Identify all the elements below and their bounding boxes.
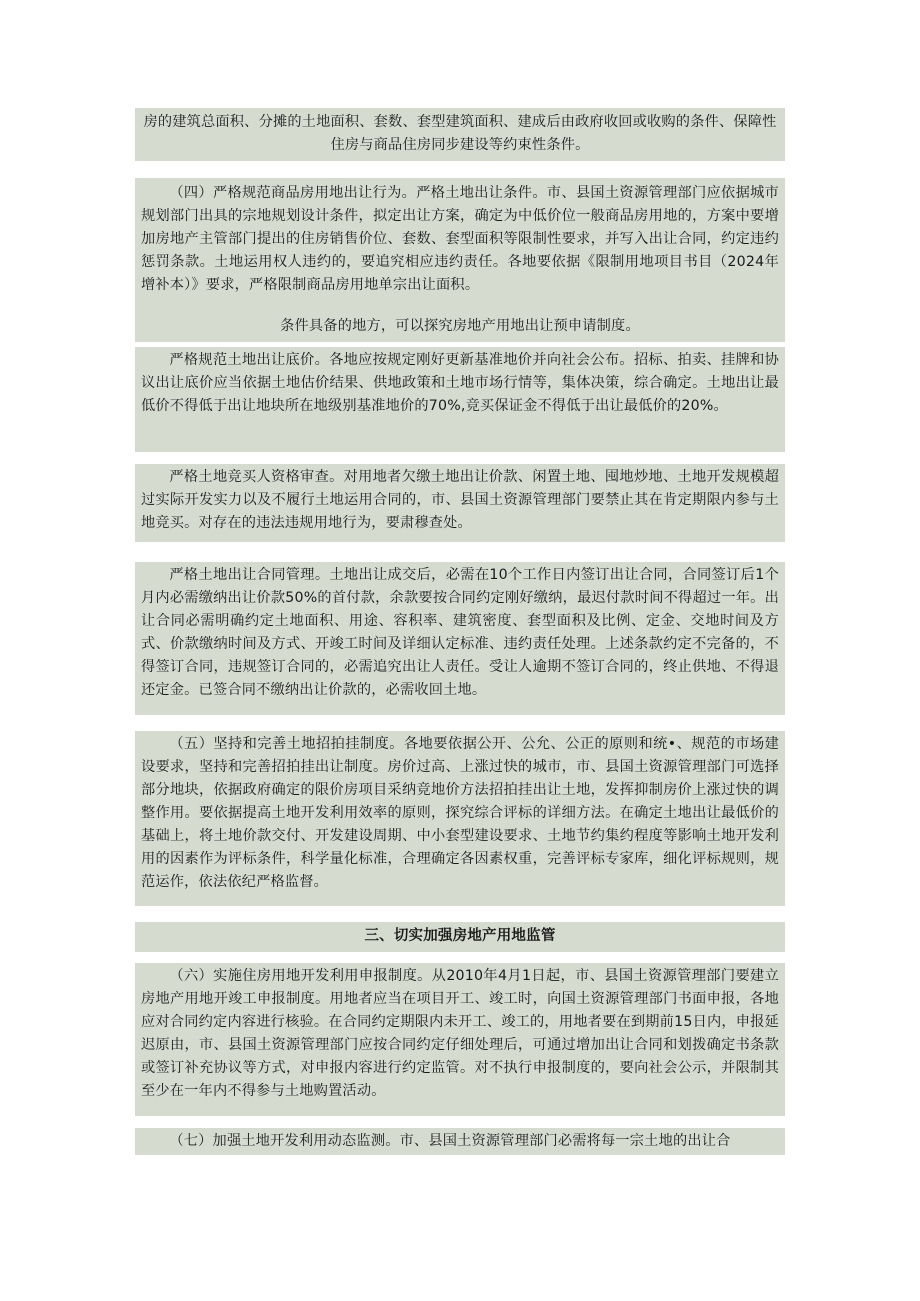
section-five-paragraph: （五）坚持和完善土地招拍挂制度。各地要依据公开、公允、公正的原则和统•、规范的市场建设要求，坚持和完善招拍挂出让制度。房价过高、上涨过快的城市，市、县国土资源管理部门可选择部分地块，依据政府确定的限价房项目采纳竞地价方法招拍挂出让土地，发挥抑制房价上涨过快的调整作用。要依据提高土地开发利用效率的原则，探究综合评标的详细方法。在确定土地出让最低价的基础上，将土地价款交付、开发建设周期、中小套型建设要求、土地节约集约程度等影响土地开发利用的因素作为评标条件，科学量化标准，合理确定各因素权重，完善评标专家库，细化评标规则，规范运作，依法依纪严格监督。: [141, 736, 779, 890]
paragraph-block-3: [135, 312, 785, 342]
paragraph-block-6: [135, 562, 785, 715]
paragraph-continuation: 房的建筑总面积、分摊的土地面积、套数、套型建筑面积、建成后由政府收回或收购的条件、保障性住房与商品住房同步建设等约束性条件。: [143, 114, 777, 153]
paragraph-block-4: [135, 347, 785, 452]
section-three-heading: 三、切实加强房地产用地监管: [364, 928, 556, 944]
paragraph-block-9: [135, 1128, 785, 1155]
pre-application-paragraph: 条件具备的地方，可以探究房地产用地出让预申请制度。: [280, 318, 640, 334]
section-four-paragraph: （四）严格规范商品房用地出让行为。严格土地出让条件。市、县国土资源管理部门应依据城市规划部门出具的宗地规划设计条件，拟定出让方案，确定为中低价位一般商品房用地的，方案中要增加房地产主管部门提出的住房销售价位、套数、套型面积等限制性要求，并写入出让合同，约定违约惩罚条款。土地运用权人违约的，要追究相应违约责任。各地要依据《限制用地项目书目（2024年增补本）》要求，严格限制商品房用地单宗出让面积。: [141, 185, 779, 293]
section-seven-paragraph: （七）加强土地开发利用动态监测。市、县国土资源管理部门必需将每一宗土地的出让合: [169, 1133, 731, 1149]
paragraph-block-2: [135, 178, 785, 312]
paragraph-block-7: [135, 731, 785, 906]
paragraph-block-5: [135, 464, 785, 542]
heading-block: [135, 922, 785, 952]
paragraph-block-1: [135, 108, 785, 161]
section-six-paragraph: （六）实施住房用地开发利用申报制度。从2010年4月1日起，市、县国土资源管理部门要建立房地产用地开竣工申报制度。用地者应当在项目开工、竣工时，向国土资源管理部门书面申报，各地应对合同约定内容进行核验。在合同约定期限内未开工、竣工的，用地者要在到期前15日内，申报延迟原由，市、县国土资源管理部门应按合同约定仔细处理后，可通过增加出让合同和划拨确定书条款或签订补充协议等方式，对申报内容进行约定监管。对不执行申报制度的，要向社会公示，并限制其至少在一年内不得参与土地购置活动。: [141, 968, 779, 1099]
bidder-qualification-paragraph: 严格土地竞买人资格审查。对用地者欠缴土地出让价款、闲置土地、囤地炒地、土地开发规模超过实际开发实力以及不履行土地运用合同的，市、县国土资源管理部门要禁止其在肯定期限内参与土地竞买。对存在的违法违规用地行为，要肃穆查处。: [141, 469, 779, 531]
reserve-price-paragraph: 严格规范土地出让底价。各地应按规定刚好更新基准地价并向社会公布。招标、拍卖、挂牌和协议出让底价应当依据土地估价结果、供地政策和土地市场行情等，集体决策，综合确定。土地出让最低价不得低于出让地块所在地级别基准地价的70%,竞买保证金不得低于出让最低价的20%。: [141, 352, 779, 414]
contract-management-paragraph: 严格土地出让合同管理。土地出让成交后，必需在10个工作日内签订出让合同，合同签订后1个月内必需缴纳出让价款50%的首付款，余款要按合同约定刚好缴纳，最迟付款时间不得超过一年。出让合同必需明确约定土地面积、用途、容积率、建筑密度、套型面积及比例、定金、交地时间及方式、价款缴纳时间及方式、开竣工时间及详细认定标准、违约责任处理。上述条款约定不完备的，不得签订合同，违规签订合同的，必需追究出让人责任。受让人逾期不签订合同的，终止供地、不得退还定金。已签合同不缴纳出让价款的，必需收回土地。: [141, 567, 779, 698]
paragraph-block-8: [135, 963, 785, 1116]
